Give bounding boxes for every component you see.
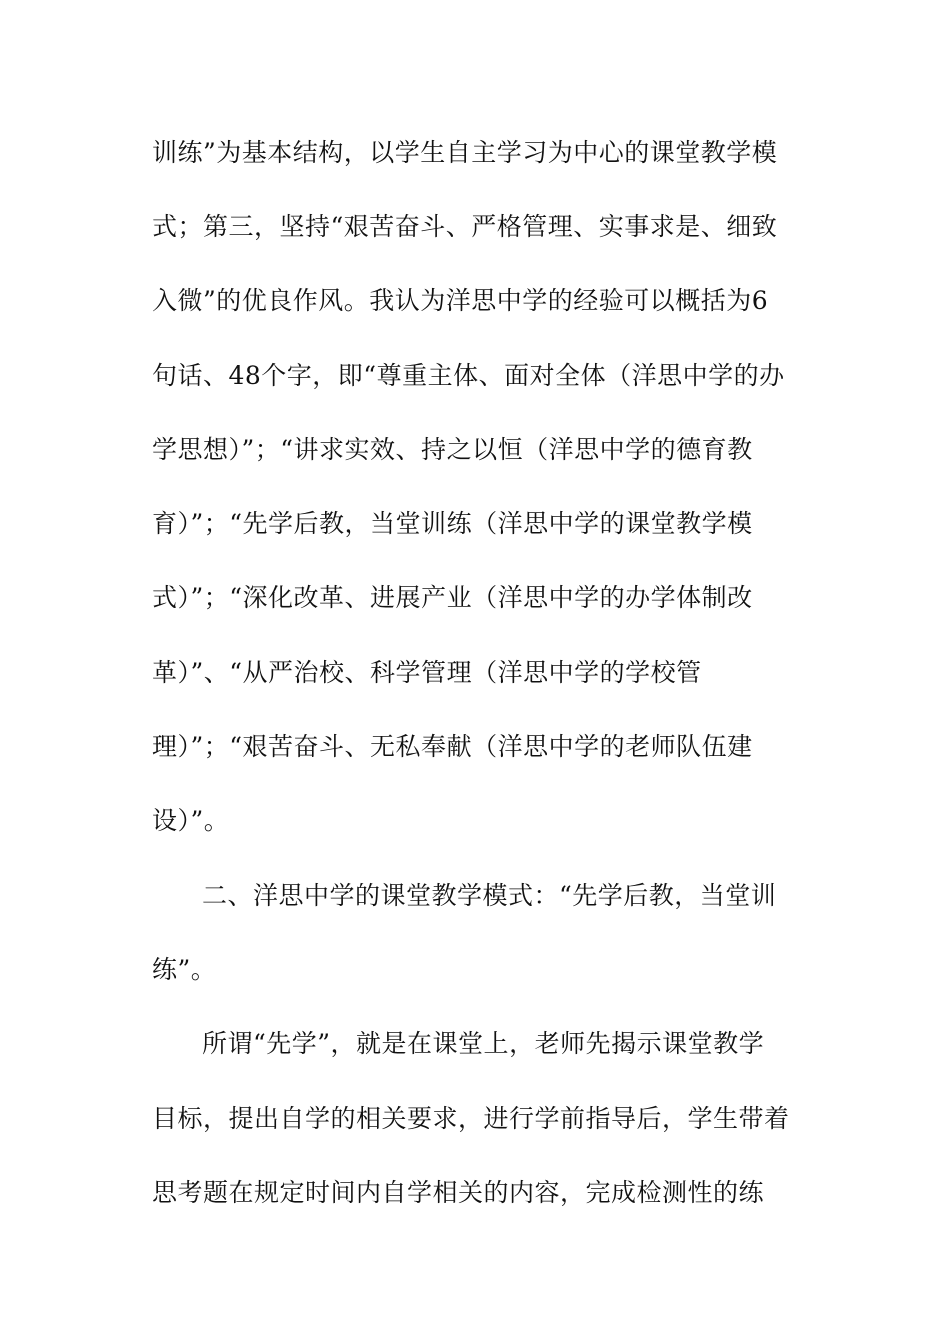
text-line: 入微”的优良作风。我认为洋思中学的经验可以概括为6	[152, 286, 769, 315]
text-line: 句话、48个字，即“尊重主体、面对全体（洋思中学的办	[152, 361, 785, 390]
text-line: 练”。	[152, 955, 217, 984]
text-line: 学思想）”；“讲求实效、持之以恒（洋思中学的德育教	[152, 435, 753, 464]
paragraph-start: 所谓“先学”，就是在课堂上，老师先揭示课堂教学	[202, 1029, 765, 1058]
text-line: 式；第三，坚持“艰苦奋斗、严格管理、实事求是、细致	[152, 212, 778, 241]
text-line: 育）”；“先学后教，当堂训练（洋思中学的课堂教学模	[152, 509, 753, 538]
text-line: 目标，提出自学的相关要求，进行学前指导后，学生带着	[152, 1104, 790, 1133]
text-line: 思考题在规定时间内自学相关的内容，完成检测性的练	[152, 1178, 765, 1207]
text-line: 训练”为基本结构，以学生自主学习为中心的课堂教学模	[152, 138, 778, 167]
text-line: 革）”、“从严治校、科学管理（洋思中学的学校管	[152, 658, 702, 687]
text-line: 设）”。	[152, 806, 230, 835]
section-heading: 二、洋思中学的课堂教学模式：“先学后教，当堂训	[202, 881, 777, 910]
text-line: 理）”；“艰苦奋斗、无私奉献（洋思中学的老师队伍建	[152, 732, 753, 761]
text-line: 式）”；“深化改革、进展产业（洋思中学的办学体制改	[152, 583, 753, 612]
